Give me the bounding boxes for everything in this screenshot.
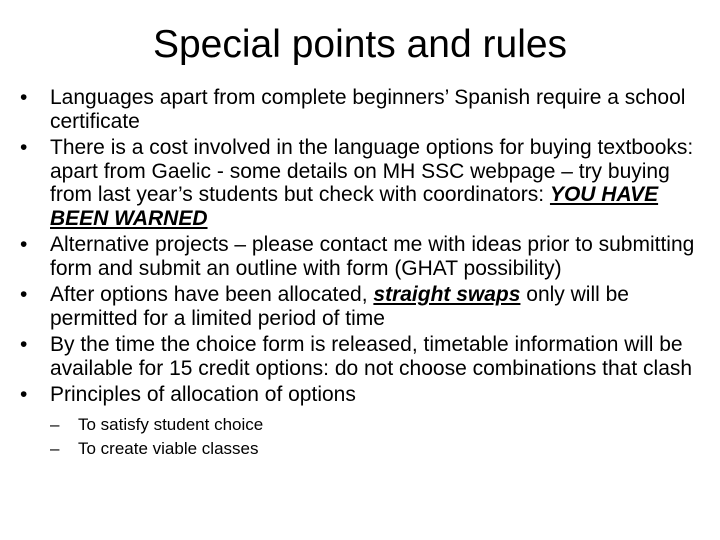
slide-title: Special points and rules	[152, 23, 568, 66]
bullet-marker: •	[20, 383, 28, 406]
bullet-marker: •	[20, 333, 28, 356]
bullet-item	[20, 233, 710, 280]
sub-bullet-list	[50, 413, 710, 461]
sub-bullet-marker: –	[50, 414, 60, 434]
bullet-marker: •	[20, 86, 28, 109]
sub-bullet-item	[50, 437, 710, 461]
bullet-text: Principles of allocation of options	[50, 383, 356, 406]
bullet-text: Languages apart from complete beginners’ Spanish require a school certificate	[50, 86, 686, 133]
bullet-list	[20, 86, 710, 464]
sub-bullet-item	[50, 413, 710, 437]
bullet-item	[20, 333, 710, 380]
bullet-text: There is a cost involved in the language options for buying textbooks: apart from Gaelic - some details on MH SSC webpage – try buying from last year’s students but check with coordinators:	[50, 136, 694, 206]
bullet-item	[20, 136, 710, 230]
bullet-marker: •	[20, 136, 28, 159]
bullet-item	[20, 383, 710, 461]
swaps-emphasis: straight swaps	[373, 283, 521, 306]
bullet-item	[20, 283, 710, 330]
sub-bullet-text: To satisfy student choice	[78, 414, 264, 434]
bullet-text: Alternative projects – please contact me with ideas prior to submitting form and submit an outline with form (GHAT possibility)	[50, 233, 695, 280]
sub-bullet-text: To create viable classes	[78, 438, 259, 458]
bullet-text: By the time the choice form is released, timetable information will be available for 15 credit options: do not choose combinations that clash	[50, 333, 693, 380]
warning-emphasis: YOU HAVE BEEN WARNED	[50, 183, 659, 230]
bullet-marker: •	[20, 233, 28, 256]
bullet-marker: •	[20, 283, 28, 306]
sub-bullet-marker: –	[50, 438, 60, 458]
bullet-text: After options have been allocated,	[50, 283, 374, 306]
bullet-text: only will be permitted for a limited period of time	[50, 283, 629, 330]
bullet-item	[20, 86, 710, 133]
